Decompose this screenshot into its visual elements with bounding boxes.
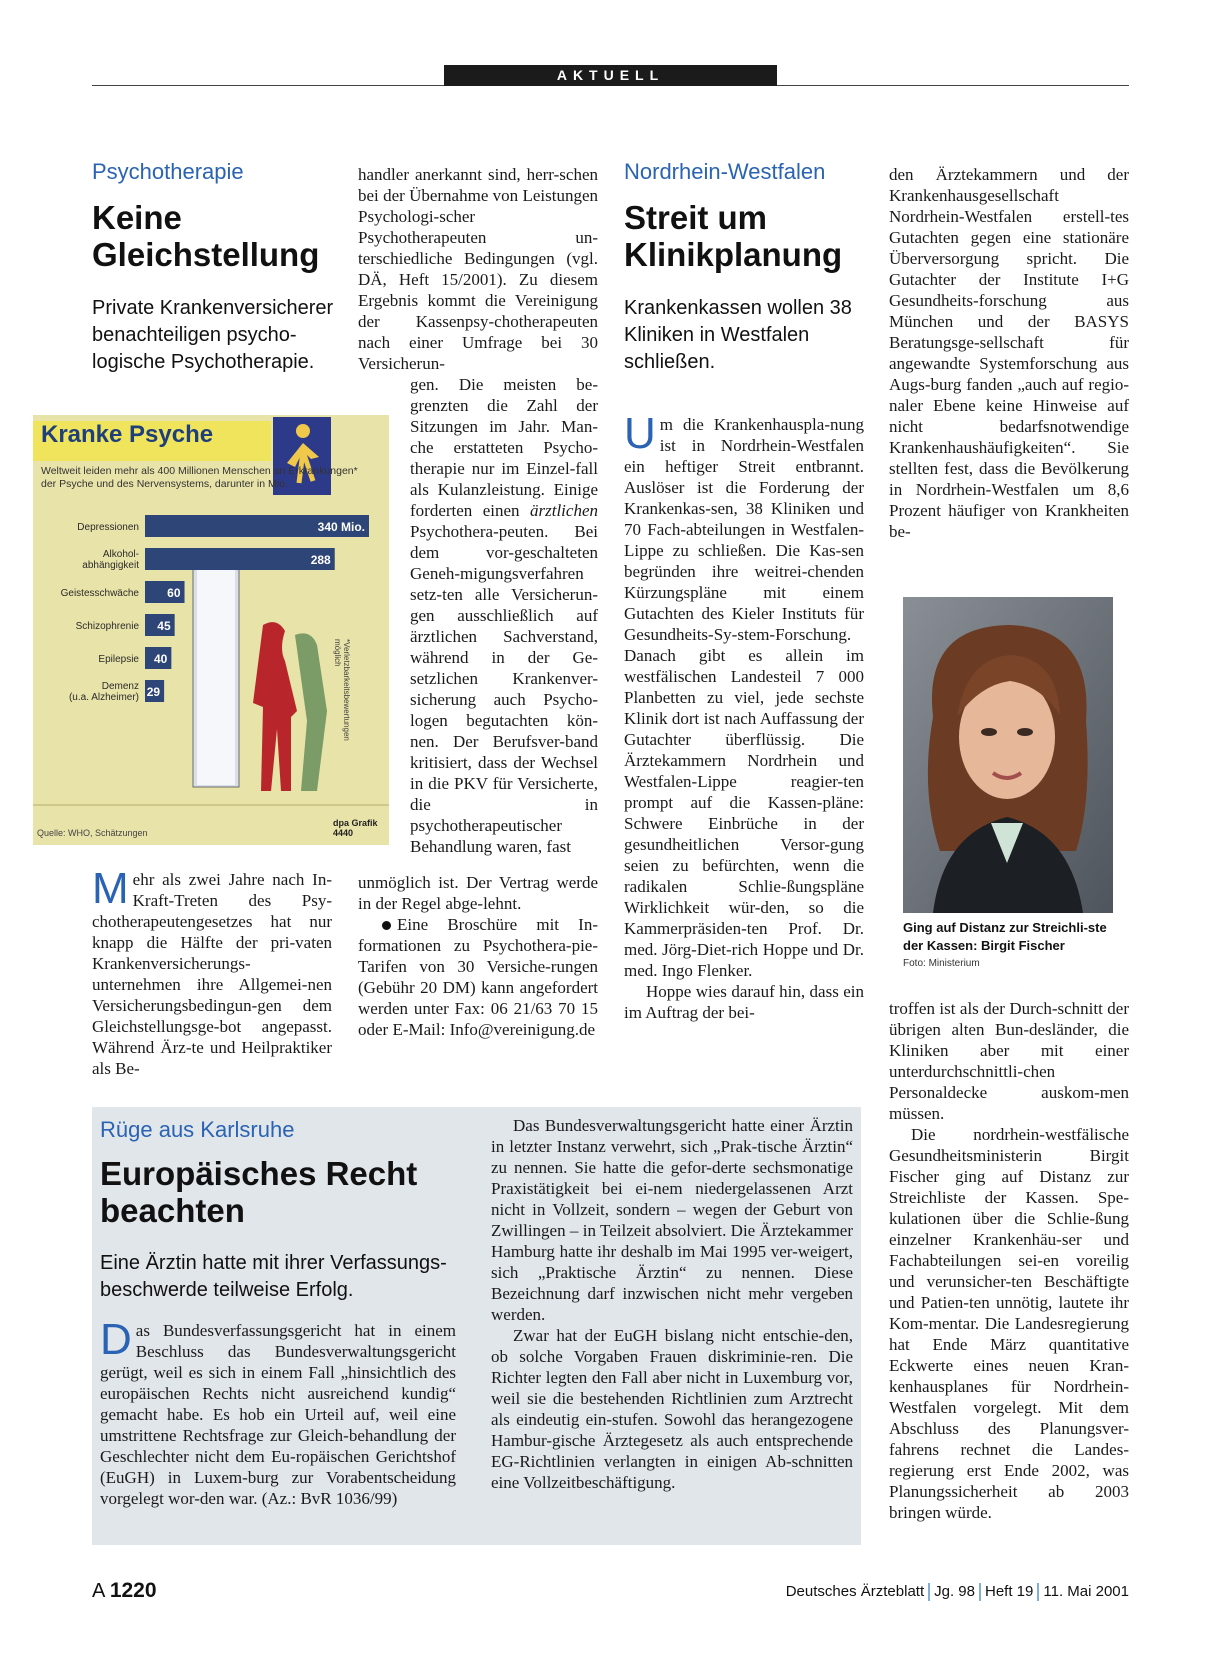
page-number-value: 1220 [109,1579,157,1602]
chart-value-label: 340 Mio. [317,520,365,534]
chart-category-label: Epilepsie [98,654,139,665]
article3-deck: Eine Ärztin hatte mit ihrer Verfassungs-beschwerde teilweise Erfolg. [100,1252,447,1301]
footer-publication [786,1583,1129,1601]
article2-col4-top: den Ärztekammern und der Krankenhausgesellschaft Nordrhein-Westfalen erstell-tes Gutachten gegen eine stationäre Überversorgung spricht. Die Gutachter der Institute I+G Gesundheits-forschung aus München und der BASYS Beratungsge-sellschaft für angewandte Systemforschung aus Augs-burg fanden „auch auf regio-naler Ebene keine Hinweise auf nicht bedarfsnotwendige Krankenhaushäufigkeiten“. Sie stellten fest, dass die Bevölkerung in Nordrhein-Westfalen um 8,6 Prozent häufiger von Krankheiten be- [889,165,1129,541]
chart-kranke-psyche [33,415,389,845]
photo-credit: Foto: Ministerium [903,958,980,969]
bullet-icon [382,921,391,930]
article2-col3-p2: Hoppe wies darauf hin, dass ein im Auftrag der bei- [624,982,864,1022]
article3-box [92,1107,861,1545]
journal-volume: Jg. 98 [934,1583,975,1600]
article2-col3 [624,409,864,1023]
article3-col2 [491,1115,853,1493]
article1-headline-line1: Keine [92,199,182,236]
article2-kicker: Nordrhein-Westfalen [624,159,826,184]
chart-category-label: (u.a. Alzheimer) [68,692,139,703]
chart-credit: dpa Grafik 4440 [333,818,378,838]
chart-plot [33,415,389,845]
article1-col2-top: handler anerkannt sind, herr-schen bei der Übernahme von Leistungen Psychologi-scher Psychotherapeuten un-terschiedliche Bedingungen (vgl. DÄ, Heft 15/2001). Zu diesem Ergebnis kommt die Vereinigung der Kassenpsy-chotherapeuten nach einer Umfrage bei 30 Versicherun- [358,165,598,373]
dropcap-d: D [100,1315,132,1364]
article3-col1 [100,1315,456,1509]
portrait-image [903,597,1113,913]
article2-headline-line2: Klinikplanung [624,236,843,273]
article3-headline-line2: beachten [100,1192,245,1229]
chart-value-label: 45 [157,619,171,633]
article1-col1-text: ehr als zwei Jahre nach In-Kraft-Treten des Psy-chotherapeutengesetzes hat nur knapp die Hälfte der pri-vaten Krankenversicherungs-unternehmen ihre Allgemei-nen Versicherungsbedingun-gen dem Gleichstellungsge-bot angepasst. Während Ärz-te und Heilpraktiker als Be- [92,870,332,1078]
chart-value-label: 60 [167,586,181,600]
article1-col1 [92,864,332,1079]
chart-category-label: Depressionen [77,522,139,533]
article1-col2-emphasis: ärztlichen [530,501,598,520]
article2-headline-line1: Streit um [624,199,768,236]
article3-col2-p1: Das Bundesverwaltungsgericht hatte einer Ärztin in letzter Instanz verwehrt, sich „Prak-tische Ärztin“ zu nennen. Sie hatte die gefor-derte sechsmonatige Praxistätigkeit bei ei-nem niedergelassenen Arzt nicht in Vollzeit, sondern – wegen der Geburt von Zwillingen – in Teilzeit absolviert. Die Ärztekammer Hamburg hatte ihr deshalb im Mai 1995 ver-weigert, sich „Praktische Ärztin“ zu nennen. Diese Bezeichnung darf inzwischen nicht mehr vergeben werden. [491,1116,853,1324]
journal-date: 11. Mai 2001 [1043,1583,1129,1600]
chart-category-label: abhängigkeit [82,560,139,571]
article2-col4-bottom-text: troffen ist als der Durch-schnitt der übrigen alten Bun-desländer, die Kliniken aber mit einer unterdurchschnittli-chen Personaldecke auskom-men müssen. [889,999,1129,1123]
article1-col2-bottom-text: unmöglich ist. Der Vertrag werde in der Regel abge-lehnt. [358,873,598,913]
chart-category-label: Demenz [101,681,139,692]
article1-headline-line2: Gleichstellung [92,236,320,273]
dropcap-m: M [92,864,129,913]
article2-col4-p2: Die nordrhein-westfälische Gesundheitsministerin Birgit Fischer ging auf Distanz zur Streichliste der Kassen. Spe-kulationen über die Schlie-ßung einzelner Krankenhäu-ser und Fachabteilungen sei-en voreilig und verunsicher-ten Beschäftigte und Patien-ten unnötig, lautete ihr Kom-mentar. Die Landesregierung hat Ende März quantitative Eckwerte eines neuen Kran-kenhausplanes für Nordrhein-Westfalen vorgelegt. Mit dem Abschluss des Planungsver-fahrens rechnet die Landes-regierung erst Ende 2002, was Planungssicherheit ab 2003 bringen würde. [889,1125,1129,1522]
journal-issue: Heft 19 [985,1583,1034,1600]
chart-footnote: *Verletzbarkeitsbewertungen möglich [333,639,351,741]
article1-kicker: Psychotherapie [92,159,244,184]
footer-separator [979,1583,981,1601]
footer-separator [1037,1583,1039,1601]
article1-col2-bottom [358,872,598,1040]
article3-kicker: Rüge aus Karlsruhe [100,1117,295,1142]
article2-col4-bottom [889,998,1129,1523]
chart-category-label: Geistesschwäche [60,588,139,599]
article3-col2-p2: Zwar hat der EuGH bislang nicht entschie-den, ob solche Vorgaben Frauen diskriminie-ren. Die Richter legten den Fall aber nicht in Luxemburg vor, weil sie die bestehenden Richtlinien zum Arztrecht als eindeutig ein-stufen. Sowohl das herangezogene Hambur-gische Ärztegesetz als auch entsprechende EG-Richtlinien verlangten in einigen Ab-schnitten eine Vollzeitbeschäftigung. [491,1326,853,1492]
photo-caption: Ging auf Distanz zur Streichli-ste der Kassen: Birgit Fischer [903,920,1107,953]
article3-col1-text: as Bundesverfassungsgericht hat in einem Beschluss das Bundesverwaltungsgericht gerügt, weil es sich in einem Fall „hinsichtlich des europäischen Rechts nicht ausreichend kundig“ gemacht habe. Es hob ein Urteil auf, weil eine umstrittene Rechtsfrage zur Gleich-behandlung der Geschlechter nicht dem Eu-ropäischen Gerichtshof (EuGH) in Luxem-burg zur Vorabentscheidung vorgelegt wor-den war. (Az.: BvR 1036/99) [100,1321,456,1508]
journal-name: Deutsches Ärzteblatt [785,1583,925,1600]
article1-headline [92,199,342,273]
chart-title: Kranke Psyche [41,421,214,448]
article1-col2-bullet-text: Eine Broschüre mit In-formationen zu Psychothera-pie-Tarifen von 30 Versiche-rungen (Gebühr 20 DM) kann angefordert werden unter Fax: 06 21/63 70 15 oder E-Mail: Info@vereinigung.de [358,915,598,1039]
chart-subtitle: Weltweit leiden mehr als 400 Millionen Menschen an Erkrankungen* der Psyche und des Nervensystems, darunter in Mio. [41,465,358,490]
article1-col2-mid [410,374,598,857]
page-prefix: A [92,1580,105,1602]
portrait-photo [903,597,1113,913]
chart-value-label: 288 [310,553,331,567]
article3-headline-line1: Europäisches Recht [100,1155,418,1192]
chart-value-label: 40 [153,652,168,666]
chart-category-label: Schizophrenie [75,621,139,632]
chart-bar [145,548,335,570]
article1-deck: Private Krankenversicherer benachteiligen psycho-logische Psychotherapie. [92,297,334,373]
dropcap-u: U [624,409,656,458]
chart-category-label: Alkohol- [102,549,139,560]
chart-value-label: 29 [146,685,161,699]
article1-col2-mid-a: gen. Die meisten be-grenzten die Zahl der Sitzungen im Jahr. Man-che erstatteten Psycho-therapie nur im Einzel-fall als Kulanzleistung. Einige forderten einen [410,375,598,520]
article2-deck: Krankenkassen wollen 38 Kliniken in Westfalen schließen. [624,297,852,373]
footer-separator [928,1583,930,1601]
article3-headline [100,1155,480,1229]
article2-col3-text: m die Krankenhauspla-nung ist in Nordrhein-Westfalen ein heftiger Streit entbrannt. Auslöser ist die Forderung der Krankenkas-sen, 38 Kliniken und 70 Fach-abteilungen in Westfalen-Lippe zu schließen. Die Kas-sen begründen ihre weitrei-chenden Kürzungspläne mit einem Gutachten des Kieler Instituts für Gesundheits-Sy-stem-Forschung. Danach gibt es allein im westfälischen Landesteil 7 000 Planbetten zu viel, jede sechste Klinik dort ist nach Auffassung der Gutachter überflüssig. Die Ärztekammern Nordrhein und Westfalen-Lippe reagier-ten prompt auf die Kassen-pläne: Schwere Einbrüche in der gesundheitlichen Versor-gung seien zu befürchten, wenn die radikalen Schlie-ßungspläne Wirklichkeit wür-den, so die Kammerpräsiden-ten Prof. Dr. med. Jörg-Diet-rich Hoppe und Dr. med. Ingo Flenker. [624,415,864,980]
article1-col2-mid-b: Psychothera-peuten. Bei dem vor-geschalteten Geneh-migungsverfahren setz-ten alle Versicherun-gen ausschließlich auf ärztlichen Sachverstand, während in der Ge-setzlichen Krankenver-sicherung auch Psycho-logen begutachten kön-nen. Der Berufsver-band kritisiert, dass der Wechsel in die PKV für Versicherte, die in psychotherapeutischer Behandlung waren, fast [410,522,598,856]
page-number [92,1579,157,1603]
chart-source: Quelle: WHO, Schätzungen [37,828,148,838]
section-label: AKTUELL [444,65,777,86]
article2-headline [624,199,874,273]
